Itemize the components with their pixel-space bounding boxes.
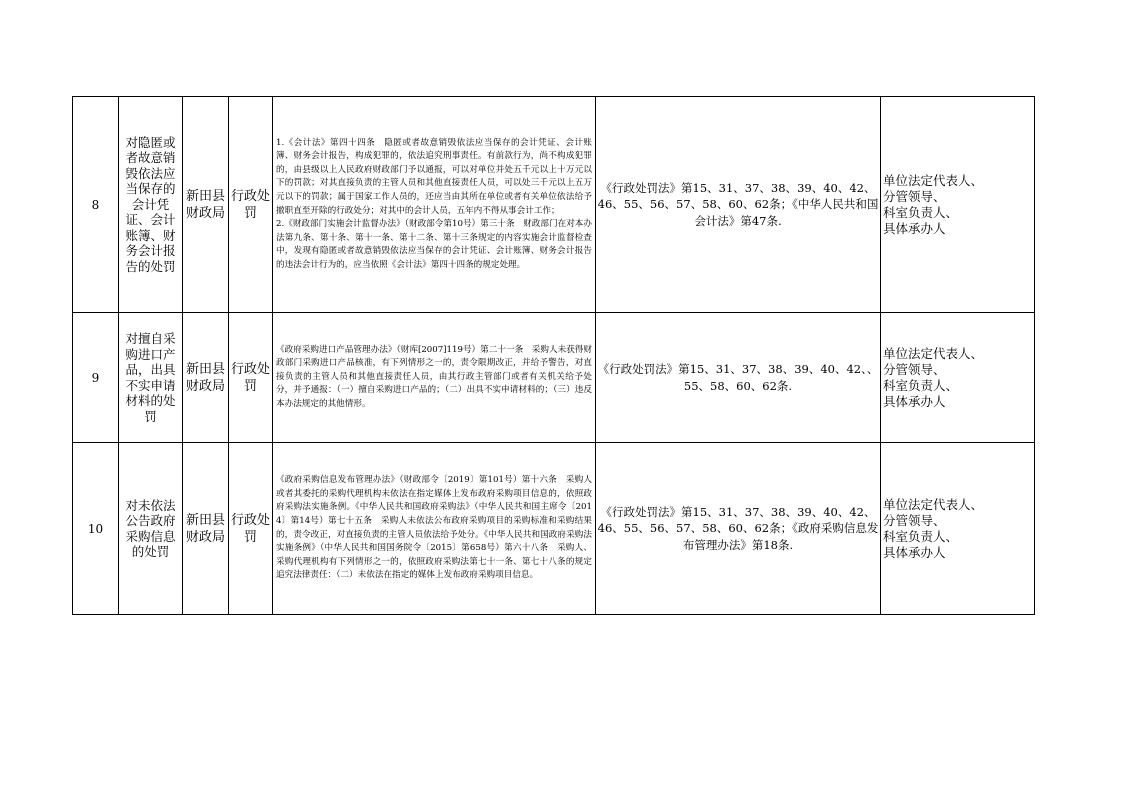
procedure-law: 《行政处罚法》第15、31、37、38、39、40、42、46、55、56、57、58、60、62条；《中华人民共和国会计法》第47条. bbox=[596, 97, 881, 313]
department: 新田县财政局 bbox=[183, 97, 229, 313]
responsible-persons: 单位法定代表人、 分管领导、 科室负责人、 具体承办人 bbox=[881, 443, 1035, 615]
responsible-persons: 单位法定代表人、 分管领导、 科室负责人、 具体承办人 bbox=[881, 313, 1035, 443]
row-number: 9 bbox=[73, 313, 119, 443]
table-row bbox=[73, 313, 1035, 443]
item-name: 对隐匿或者故意销毁依法应当保存的会计凭证、会计账簿、财务会计报告的处罚 bbox=[119, 97, 183, 313]
penalty-table bbox=[72, 96, 1035, 615]
item-name: 对未依法公告政府采购信息的处罚 bbox=[119, 443, 183, 615]
legal-basis: 1.《会计法》第四十四条 隐匿或者故意销毁依法应当保存的会计凭证、会计账簿、财务会计报告，构成犯罪的，依法追究刑事责任。有前款行为，尚不构成犯罪的，由县级以上人民政府财政部门予以通报，可以对单位并处五千元以上十万元以下的罚款；对其直接负责的主管人员和其他直接责任人员，可以处三千元以上五万元以下的罚款；属于国家工作人员的，还应当由其所在单位或者有关单位依法给予撤职直至开除的行政处分；对其中的会计人员，五年内不得从事会计工作； 2.《财政部门实施会计监督办法》（财政部令第10号）第三十条 财政部门在对本办法第九条、第十条、第十一条、第十二条、第十三条规定的内容实施会计监督检查中，发现有隐匿或者故意销毁依法应当保存的会计凭证、会计账簿、财务会计报告的违法会计行为的，应当依照《会计法》第四十四条的规定处理。 bbox=[273, 97, 596, 313]
table-row bbox=[73, 443, 1035, 615]
legal-basis: 《政府采购进口产品管理办法》（财库[2007]119号）第二十一条 采购人未获得财政部门采购进口产品核准，有下列情形之一的，责令限期改正，并给予警告，对直接负责的主管人员和其他直接责任人员，由其行政主管部门或者有关机关给予处分，并予通报：（一）擅自采购进口产品的；（二）出具不实申请材料的；（三）违反本办法规定的其他情形。 bbox=[273, 313, 596, 443]
item-type: 行政处罚 bbox=[229, 313, 273, 443]
item-type: 行政处罚 bbox=[229, 443, 273, 615]
procedure-law: 《行政处罚法》第15、31、37、38、39、40、42、46、55、56、57、58、60、62条；《政府采购信息发布管理办法》第18条. bbox=[596, 443, 881, 615]
department: 新田县财政局 bbox=[183, 313, 229, 443]
table-row bbox=[73, 97, 1035, 313]
item-name: 对擅自采购进口产品，出具不实申请材料的处罚 bbox=[119, 313, 183, 443]
responsible-persons: 单位法定代表人、 分管领导、 科室负责人、 具体承办人 bbox=[881, 97, 1035, 313]
item-type: 行政处罚 bbox=[229, 97, 273, 313]
row-number: 8 bbox=[73, 97, 119, 313]
department: 新田县财政局 bbox=[183, 443, 229, 615]
row-number: 10 bbox=[73, 443, 119, 615]
legal-basis: 《政府采购信息发布管理办法》（财政部令〔2019〕第101号）第十六条 采购人或者其委托的采购代理机构未依法在指定媒体上发布政府采购项目信息的，依照政府采购法实施条例。《中华人民共和国政府采购法》（中华人民共和国主席令〔2014〕第14号）第七十五条 采购人未依法公布政府采购项目的采购标准和采购结果的，责令改正，对直接负责的主管人员依法给予处分。《中华人民共和国政府采购法实施条例》（中华人民共和国国务院令〔2015〕第658号）第六十八条 采购人、采购代理机构有下列情形之一的，依照政府采购法第七十一条、第七十八条的规定追究法律责任：（二）未依法在指定的媒体上发布政府采购项目信息。 bbox=[273, 443, 596, 615]
procedure-law: 《行政处罚法》第15、31、37、38、39、40、42、、55、58、60、62条. bbox=[596, 313, 881, 443]
